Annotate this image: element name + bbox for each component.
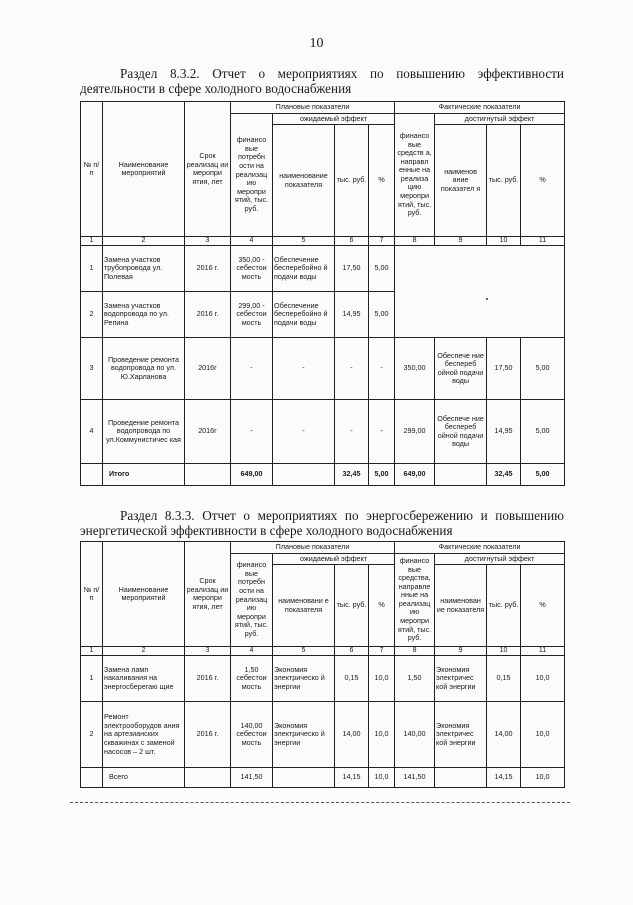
cell-name: Проведение ремонта водопровода по ул.Коммунистичес кая (103, 400, 185, 464)
cell-term: 2016 г. (185, 246, 231, 292)
cell-no: 1 (81, 656, 103, 702)
heading-line-2: деятельности в сфере холодного водоснабжения (80, 81, 352, 96)
cell-term: 2016 г. (185, 656, 231, 702)
cell-name: Проведение ремонта водопровода по ул. Ю.Харланова (103, 338, 185, 400)
total-label: Итого (103, 464, 185, 486)
header-expected-effect: ожидаемый эффект (273, 113, 395, 125)
cell-rub: - (335, 338, 369, 400)
cell-no: 4 (81, 400, 103, 464)
header-achieved-effect: достигнутый эффект (435, 553, 565, 565)
header-fin-plan: финансо вые потребн ости на реализац ию меропри ятий, тыс. руб. (231, 113, 273, 237)
cell-indicator: Экономия электрическо й энергии (273, 702, 335, 768)
col-number: 4 (231, 647, 273, 656)
cell-fin: 1,50 себестои мость (231, 656, 273, 702)
col-number: 1 (81, 237, 103, 246)
col-number: 2 (103, 647, 185, 656)
total-fin: 649,00 (231, 464, 273, 486)
cell-name: Замена участков водопровода по ул. Репина (103, 292, 185, 338)
table-row (81, 702, 565, 768)
cell-actual-pct: 10,0 (521, 656, 565, 702)
col-number: 6 (335, 237, 369, 246)
cell-actual-pct: 5,00 (521, 400, 565, 464)
cell-actual-rub: 14,00 (487, 702, 521, 768)
cell-actual-pct: 5,00 (521, 338, 565, 400)
cell-pct: - (369, 338, 395, 400)
cell-term: 2016г (185, 400, 231, 464)
cell-fin: 140,00 себестои мость (231, 702, 273, 768)
cell-empty (273, 768, 335, 788)
cell-pct: 5,00 (369, 292, 395, 338)
empty-actual-block (395, 246, 565, 338)
cell-indicator: Обеспечение бесперебойно й подачи воды (273, 246, 335, 292)
total-pct: 10,0 (369, 768, 395, 788)
cell-actual-fin: 140,00 (395, 702, 435, 768)
header-pct-actual: % (521, 125, 565, 237)
header-expected-effect: ожидаемый эффект (273, 553, 395, 565)
cell-actual-indicator: Экономия электричес кой энергии (435, 656, 487, 702)
cell-empty (185, 768, 231, 788)
total-pct: 5,00 (369, 464, 395, 486)
heading-line-2: энергетической эффективности в сфере холодного водоснабжения (80, 523, 453, 538)
cell-actual-fin: 1,50 (395, 656, 435, 702)
section-heading-8-3-2 (80, 66, 564, 96)
total-label: Всего (103, 768, 185, 788)
col-number: 7 (369, 237, 395, 246)
header-fin-actual: финансо вые средств а, направл енные на реализа цию меропри ятий, тыс. руб. (395, 113, 435, 237)
table-total-row (81, 464, 565, 486)
header-ind-name-actual: наименован ие показателя (435, 565, 487, 647)
cell-no: 2 (81, 292, 103, 338)
col-number: 6 (335, 647, 369, 656)
header-ind-name: наименовани е показателя (273, 565, 335, 647)
table-row (81, 656, 565, 702)
col-number: 9 (435, 237, 487, 246)
col-number: 5 (273, 237, 335, 246)
cell-fin: 350,00 - себестои мость (231, 246, 273, 292)
header-fin-plan: финансо вые потребн ости на реализац ию меропри ятий, тыс. руб. (231, 553, 273, 647)
cell-actual-fin: 299,00 (395, 400, 435, 464)
header-achieved-effect: достигнутый эффект (435, 113, 565, 125)
cell-empty (81, 768, 103, 788)
cell-rub: 14,95 (335, 292, 369, 338)
cell-indicator: Экономия электрическо й энергии (273, 656, 335, 702)
cell-no: 2 (81, 702, 103, 768)
cell-actual-indicator: Обеспече ние беспереб ойной подачи воды (435, 400, 487, 464)
col-number: 8 (395, 647, 435, 656)
header-term: Срок реализац ии меропри ятия, лет (185, 102, 231, 237)
total-actual-fin: 649,00 (395, 464, 435, 486)
cell-actual-indicator: Обеспече ние беспереб ойной подачи воды (435, 338, 487, 400)
cell-actual-indicator: Экономия электричес кой энергии (435, 702, 487, 768)
col-number: 4 (231, 237, 273, 246)
cell-pct: 10,0 (369, 702, 395, 768)
header-term: Срок реализац ии меропри ятия, лет (185, 542, 231, 647)
cell-no: 3 (81, 338, 103, 400)
header-ths-rub-actual: тыс. руб. (487, 565, 521, 647)
total-actual-pct: 5,00 (521, 464, 565, 486)
header-pct: % (369, 125, 395, 237)
header-planned: Плановые показатели (231, 542, 395, 554)
cell-pct: 5,00 (369, 246, 395, 292)
cell-actual-rub: 14,95 (487, 400, 521, 464)
total-fin: 141,50 (231, 768, 273, 788)
header-pct: % (369, 565, 395, 647)
table-total-row (81, 768, 565, 788)
dashed-divider (70, 802, 570, 803)
cell-no: 1 (81, 246, 103, 292)
header-no: № п/п (81, 542, 103, 647)
total-actual-rub: 32,45 (487, 464, 521, 486)
cell-indicator: - (273, 338, 335, 400)
cell-term: 2016г (185, 338, 231, 400)
cell-pct: - (369, 400, 395, 464)
cell-actual-pct: 10,0 (521, 702, 565, 768)
total-rub: 14,15 (335, 768, 369, 788)
cell-rub: 14,00 (335, 702, 369, 768)
col-number: 9 (435, 647, 487, 656)
total-actual-pct: 10,0 (521, 768, 565, 788)
heading-line-1: Раздел 8.3.2. Отчет о мероприятиях по повышению эффективности (120, 66, 564, 81)
report-table-8-3-2 (80, 101, 565, 486)
col-number: 2 (103, 237, 185, 246)
cell-empty (81, 464, 103, 486)
cell-rub: 0,15 (335, 656, 369, 702)
cell-name: Замена ламп накаливания на энергосберегаю щие (103, 656, 185, 702)
cell-fin: - (231, 338, 273, 400)
header-fin-actual: финансо вые средства, направле нные на реализац ию меропри ятий, тыс. руб. (395, 553, 435, 647)
header-ths-rub-actual: тыс. руб. (487, 125, 521, 237)
table-row (81, 338, 565, 400)
cell-actual-rub: 17,50 (487, 338, 521, 400)
cell-fin: 299,00 - себестои мость (231, 292, 273, 338)
col-number: 11 (521, 647, 565, 656)
header-actual: Фактические показатели (395, 102, 565, 114)
col-number: 11 (521, 237, 565, 246)
cell-actual-fin: 350,00 (395, 338, 435, 400)
header-ind-name: наименование показателя (273, 125, 335, 237)
cell-term: 2016 г. (185, 702, 231, 768)
header-actual: Фактические показатели (395, 542, 565, 554)
cell-empty (273, 464, 335, 486)
page-number: 10 (309, 36, 324, 51)
cell-name: Замена участков трубопровода ул. Полевая (103, 246, 185, 292)
cell-actual-rub: 0,15 (487, 656, 521, 702)
section-heading-8-3-3 (80, 508, 564, 538)
header-ths-rub: тыс. руб. (335, 565, 369, 647)
total-actual-fin: 141,50 (395, 768, 435, 788)
col-number: 3 (185, 647, 231, 656)
table-row (81, 246, 565, 292)
cell-fin: - (231, 400, 273, 464)
header-no: № п/п (81, 102, 103, 237)
col-number: 1 (81, 647, 103, 656)
report-table-8-3-3 (80, 541, 565, 788)
total-rub: 32,45 (335, 464, 369, 486)
cell-rub: 17,50 (335, 246, 369, 292)
header-pct-actual: % (521, 565, 565, 647)
header-ind-name-actual: наименов ание показател я (435, 125, 487, 237)
col-number: 5 (273, 647, 335, 656)
cell-empty (185, 464, 231, 486)
cell-empty (435, 768, 487, 788)
col-number: 7 (369, 647, 395, 656)
col-number: 10 (487, 647, 521, 656)
cell-empty (435, 464, 487, 486)
cell-indicator: - (273, 400, 335, 464)
cell-name: Ремонт электрооборудов ания на артезианских скважинах с заменой насосов – 2 шт. (103, 702, 185, 768)
total-actual-rub: 14,15 (487, 768, 521, 788)
cell-indicator: Обеспечение бесперебойно й подачи воды (273, 292, 335, 338)
header-planned: Плановые показатели (231, 102, 395, 114)
header-ths-rub: тыс. руб. (335, 125, 369, 237)
cell-term: 2016 г. (185, 292, 231, 338)
header-name: Наименование мероприятий (103, 542, 185, 647)
heading-line-1: Раздел 8.3.3. Отчет о мероприятиях по энергосбережению и повышению (120, 508, 564, 523)
scan-speck (486, 298, 488, 300)
header-name: Наименование мероприятий (103, 102, 185, 237)
col-number: 3 (185, 237, 231, 246)
col-number: 8 (395, 237, 435, 246)
cell-rub: - (335, 400, 369, 464)
cell-pct: 10,0 (369, 656, 395, 702)
col-number: 10 (487, 237, 521, 246)
table-row (81, 400, 565, 464)
